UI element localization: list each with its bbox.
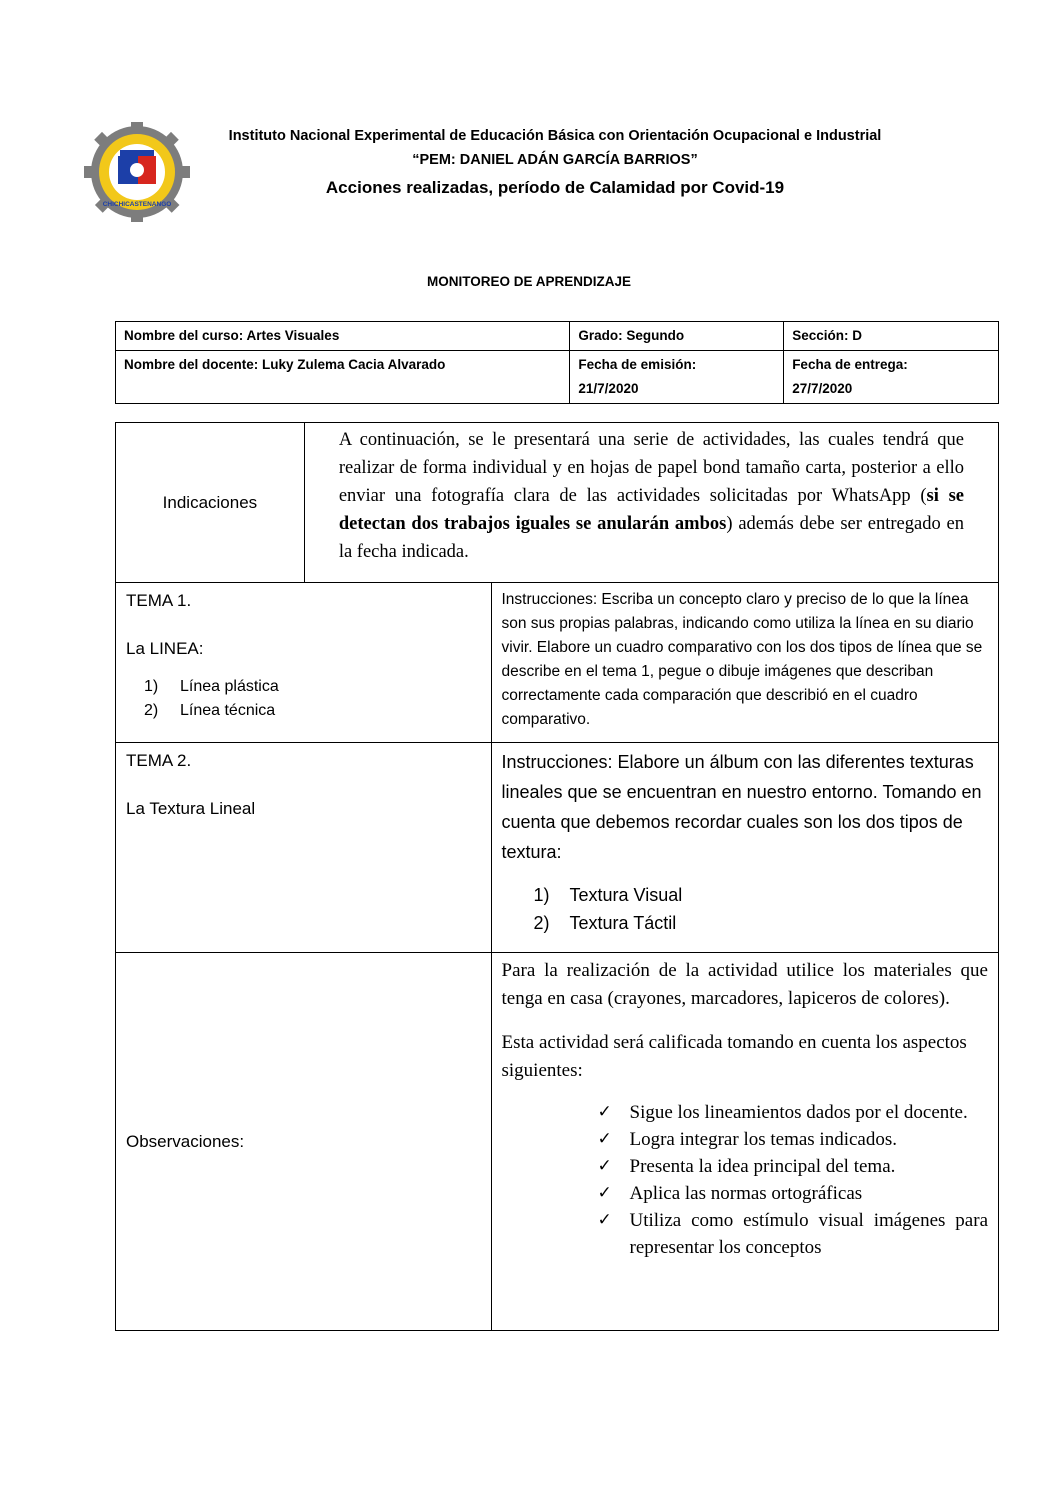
criteria-list — [598, 1099, 989, 1261]
list-item: ✓ Presenta la idea principal del tema. — [598, 1153, 989, 1180]
observations-materials: Para la realización de la actividad utilice los materiales que tenga en casa (crayones, marcadores, lapiceros de colores). — [501, 960, 988, 1009]
list-item: ✓ Aplica las normas ortográficas — [598, 1180, 989, 1207]
tema2-row — [116, 743, 999, 953]
check-mark-icon: ✓ — [597, 1156, 612, 1176]
grade: Grado: Segundo — [570, 322, 784, 351]
school-logo — [80, 122, 194, 222]
logo-text: CHICHICASTENANGO — [102, 201, 172, 208]
page-title: MONITOREO DE APRENDIZAJE — [426, 274, 632, 289]
tema1-list — [144, 675, 481, 723]
issue-date-label: Fecha de emisión: — [578, 357, 697, 372]
tema1-subtitle: La LINEA: — [126, 639, 204, 658]
tema2-instructions: Instrucciones: Elabore un álbum con las diferentes texturas lineales que se encuentran en nuestro entorno. Tomando en cuenta que debemos recordar cuales son los dos tipos de textura: — [501, 752, 982, 862]
check-mark-icon: ✓ — [597, 1183, 612, 1203]
tema1-instructions: Instrucciones: Escriba un concepto claro y preciso de lo que la línea son sus propias palabras, indicando como utiliza la línea en su diario vivir. Elabore un cuadro comparativo con los dos tipos de línea que se describe en el tema 1, pegue o dibuje imágenes que describan correctamente cada comparación que describió en el cuadro comparativo. — [491, 583, 999, 743]
document-subtitle: Acciones realizadas, período de Calamidad por Covid-19 — [325, 178, 785, 197]
due-date-label: Fecha de entrega: — [792, 357, 908, 372]
observations-label: Observaciones: — [116, 953, 492, 1331]
indications-row — [116, 423, 999, 583]
list-item: ✓ Logra integrar los temas indicados. — [598, 1126, 989, 1153]
indications-text: A continuación, se le presentará una serie de actividades, las cuales tendrá que realizar de forma individual y en hojas de papel bond tamaño carta, posterior a ello enviar una fotografía clara de las actividades solicitadas por WhatsApp (si se detectan dos trabajos iguales se anularán ambos) además debe ser entregado en la fecha indicada. — [304, 423, 998, 583]
list-item: 2) Línea técnica — [144, 702, 276, 719]
tema2-title: TEMA 2. — [126, 751, 192, 770]
list-item: 2) Textura Táctil — [533, 913, 677, 933]
course-name: Nombre del curso: Artes Visuales — [116, 322, 570, 351]
due-date: 27/7/2020 — [792, 381, 853, 396]
institute-name: Instituto Nacional Experimental de Educación Básica con Orientación Ocupacional e Industrial — [228, 128, 882, 144]
section: Sección: D — [784, 322, 999, 351]
tema2-cell — [116, 743, 492, 953]
due-date-cell — [784, 351, 999, 404]
list-item: ✓ Sigue los lineamientos dados por el docente. — [598, 1099, 989, 1126]
check-mark-icon: ✓ — [597, 1129, 612, 1149]
institute-honoree: “PEM: DANIEL ADÁN GARCÍA BARRIOS” — [412, 152, 698, 168]
list-item: ✓ Utiliza como estímulo visual imágenes para representar los conceptos — [598, 1207, 989, 1261]
tema2-subtitle: La Textura Lineal — [126, 799, 256, 818]
table-row — [116, 322, 999, 351]
indications-warning: si se detectan dos trabajos iguales se anularán ambos — [338, 486, 964, 534]
check-mark-icon: ✓ — [597, 1210, 612, 1230]
activities-table — [115, 422, 999, 1331]
list-item: 1) Textura Visual — [533, 885, 683, 905]
issue-date: 21/7/2020 — [578, 381, 639, 396]
tema1-title: TEMA 1. — [126, 591, 192, 610]
tema2-instructions-cell — [491, 743, 999, 953]
check-mark-icon: ✓ — [597, 1102, 612, 1122]
table-row — [116, 351, 999, 404]
indications-label: Indicaciones — [116, 423, 305, 583]
list-item: 1) Línea plástica — [144, 678, 279, 695]
issue-date-cell — [570, 351, 784, 404]
tema1-cell — [116, 583, 492, 743]
observations-criteria-intro: Esta actividad será calificada tomando en cuenta los aspectos siguientes: — [501, 1032, 967, 1081]
observations-cell — [491, 953, 999, 1331]
tema1-row — [116, 583, 999, 743]
course-info-table — [115, 321, 999, 404]
observations-row — [116, 953, 999, 1331]
texture-list — [534, 881, 989, 937]
teacher-name: Nombre del docente: Luky Zulema Cacia Alvarado — [116, 351, 570, 404]
